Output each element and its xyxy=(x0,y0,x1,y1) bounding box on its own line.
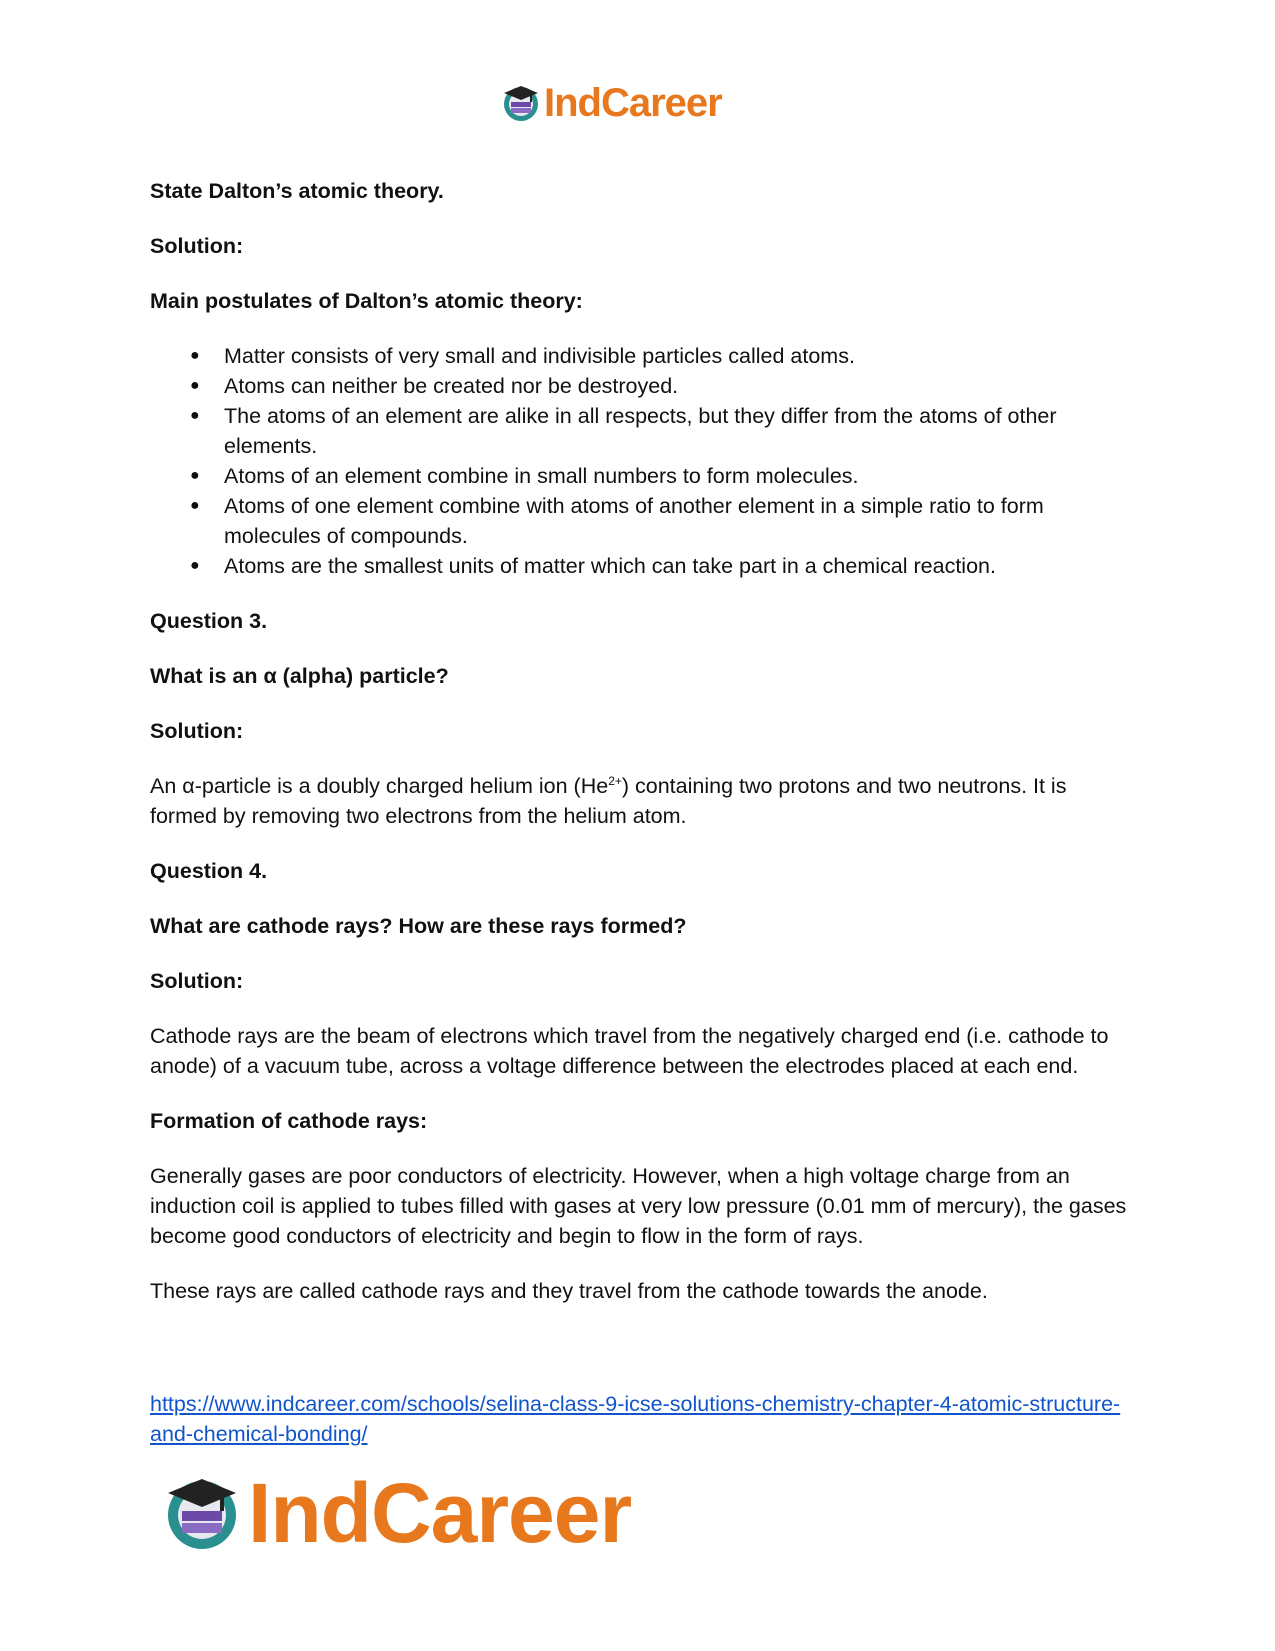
alpha-particle-answer: An α-particle is a doubly charged helium ion $(He^{2+})$ containing two protons and two neutrons. It is formed by removing two electrons from the helium atom. xyxy=(150,773,1067,828)
indcareer-logo-top xyxy=(500,80,722,126)
list-item: ● Matter consists of very small and indivisible particles called atoms. xyxy=(224,341,1130,371)
bullet-icon: ● xyxy=(190,407,200,424)
logo-wordmark: IndCareer xyxy=(248,1466,632,1560)
list-item: ● Atoms of one element combine with atoms of another element in a simple ratio to form molecules of compounds. xyxy=(224,491,1130,551)
logo-wordmark: IndCareer xyxy=(544,81,722,125)
question-4-label: Question 4. xyxy=(150,859,268,883)
formation-heading: Formation of cathode rays: xyxy=(150,1109,428,1133)
bullet-icon: ● xyxy=(190,467,200,484)
document-body xyxy=(150,176,1130,1331)
question-title: State Dalton’s atomic theory. xyxy=(150,179,444,203)
solution-label: Solution: xyxy=(150,969,244,993)
bullet-icon: ● xyxy=(190,377,200,394)
solution-label: Solution: xyxy=(150,719,244,743)
list-item: ● Atoms are the smallest units of matter which can take part in a chemical reaction. xyxy=(224,551,1130,581)
source-link[interactable]: https://www.indcareer.com/schools/selina-class-9-icse-solutions-chemistry-chapter-4-atomic-structure-and-chemical-bonding/ xyxy=(150,1392,1121,1446)
formation-text: Generally gases are poor conductors of electricity. However, when a high voltage charge from an induction coil is applied to tubes filled with gases at very low pressure (0.01 mm of mercury), the gases become good conductors of electricity and begin to flow in the form of rays. xyxy=(150,1164,1127,1248)
question-3-label: Question 3. xyxy=(150,609,268,633)
cathode-rays-definition: Cathode rays are the beam of electrons which travel from the negatively charged end (i.e. cathode to anode) of a vacuum tube, across a voltage difference between the electrodes placed at each end. xyxy=(150,1024,1109,1078)
graduation-cap-globe-icon xyxy=(160,1471,244,1555)
bullet-icon: ● xyxy=(190,347,200,364)
question-4-text: What are cathode rays? How are these rays formed? xyxy=(150,914,687,938)
indcareer-logo-bottom xyxy=(160,1465,631,1561)
bullet-icon: ● xyxy=(190,557,200,574)
list-item: ● Atoms can neither be created nor be destroyed. xyxy=(224,371,1130,401)
list-item: ● Atoms of an element combine in small numbers to form molecules. xyxy=(224,461,1130,491)
list-item: ● The atoms of an element are alike in all respects, but they differ from the atoms of other elements. xyxy=(224,401,1130,461)
bullet-icon: ● xyxy=(190,497,200,514)
postulates-list xyxy=(150,341,1130,581)
cathode-direction-text: These rays are called cathode rays and they travel from the cathode towards the anode. xyxy=(150,1279,988,1303)
question-3-text: What is an α (alpha) particle? xyxy=(150,664,449,688)
solution-label: Solution: xyxy=(150,234,244,258)
graduation-cap-globe-icon xyxy=(500,82,542,124)
postulates-heading: Main postulates of Dalton’s atomic theory: xyxy=(150,289,583,313)
